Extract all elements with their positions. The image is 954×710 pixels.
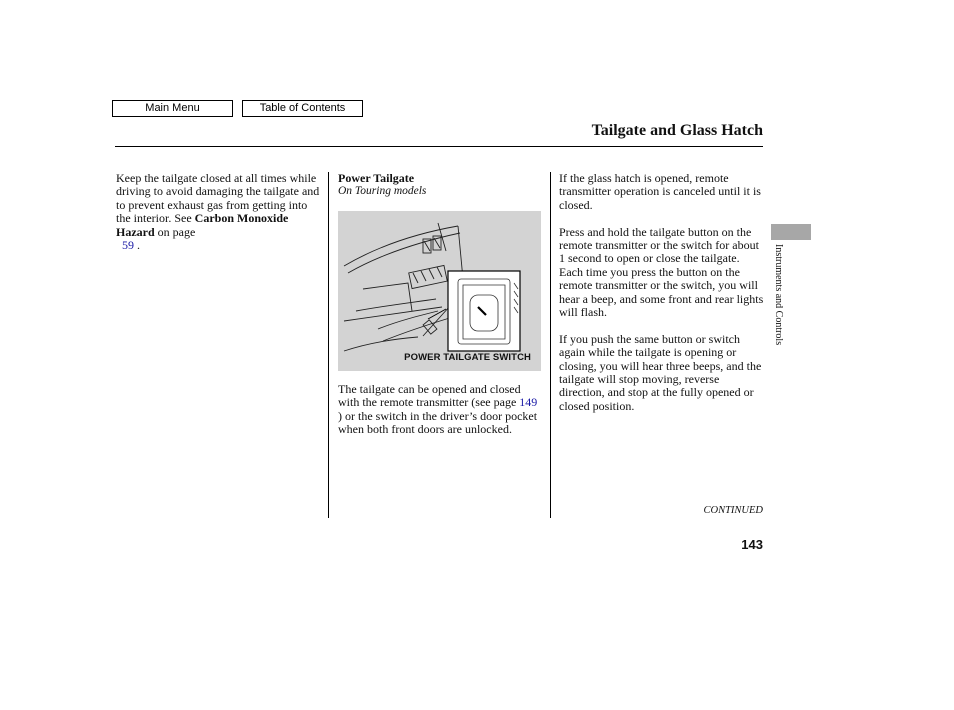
- page-59-link[interactable]: 59: [122, 238, 134, 253]
- section-heading: Power Tailgate: [338, 171, 415, 185]
- title-divider: [115, 146, 763, 147]
- reverse-paragraph: If you push the same button or switch again while the tailgate is opening or closing, you will hear three beeps, and the tailgate will stop moving, reverse direction, and stop at the fully opened or closed position.: [559, 331, 762, 413]
- continued-label: CONTINUED: [703, 505, 763, 516]
- page-title: Tailgate and Glass Hatch: [591, 122, 763, 139]
- glass-hatch-paragraph: If the glass hatch is opened, remote transmitter operation is canceled until it is closed.: [559, 171, 761, 212]
- door-panel-illustration: [338, 211, 541, 371]
- section-tab-label: Instruments and Controls: [773, 244, 784, 346]
- section-subheading: On Touring models: [338, 185, 427, 198]
- tailgate-open-paragraph: The tailgate can be opened and closed with the remote transmitter (see page 149 ) or the switch in the driver’s door pocket when both front doors are unlocked.: [338, 381, 538, 437]
- column-middle: [338, 172, 542, 450]
- table-of-contents-button[interactable]: Table of Contents: [242, 100, 363, 117]
- page-number: 143: [741, 537, 763, 552]
- column-divider-2: [550, 172, 551, 518]
- tailgate-switch-figure: [338, 211, 541, 371]
- column-left: [116, 172, 322, 266]
- press-hold-paragraph: Press and hold the tailgate button on the remote transmitter or the switch for about 1 second to open or close the tailgate. Each time you press the button on the remote transmitter or the switch, you will hear a beep, and some front and rear lights will flash.: [559, 224, 764, 320]
- column-divider-1: [328, 172, 329, 518]
- figure-caption: POWER TAILGATE SWITCH: [404, 352, 531, 364]
- column-right: [559, 172, 765, 427]
- section-tab[interactable]: [771, 224, 811, 240]
- main-menu-button[interactable]: Main Menu: [112, 100, 233, 117]
- page-149-link[interactable]: 149: [519, 395, 538, 410]
- carbon-monoxide-hazard-ref: Carbon Monoxide Hazard: [116, 211, 289, 239]
- carbon-monoxide-paragraph: Keep the tailgate closed at all times while driving to avoid damaging the tailgate and to prevent exhaust gas from getting into the interior. See Carbon Monoxide Hazard on page 59 .: [116, 171, 320, 253]
